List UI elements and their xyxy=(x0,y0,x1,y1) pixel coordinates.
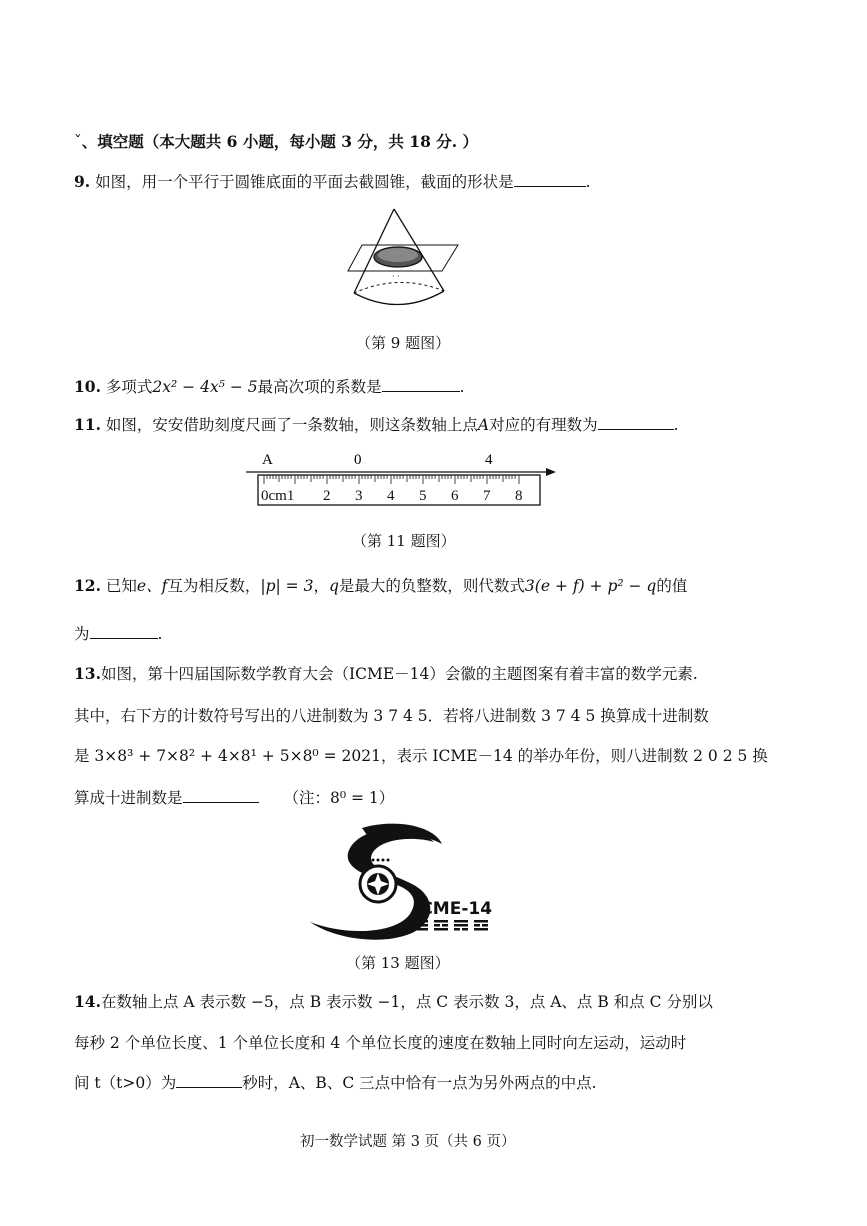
question-number: 12. xyxy=(74,576,101,595)
page-footer: 初一数学试题 第 3 页（共 6 页） xyxy=(300,1134,516,1150)
absolute-value-expression: |p| = 3 xyxy=(260,577,314,595)
note: （注：8⁰ = 1） xyxy=(283,789,395,807)
ruler-label-0cm1: 0cm1 xyxy=(261,488,295,504)
question-number: 10. xyxy=(74,377,101,396)
ruler-label-4: 4 xyxy=(387,488,395,504)
question-12: 12. 已知e、f互为相反数，|p| = 3，q是最大的负整数，则代数式3(e + f) + p² − q的值 xyxy=(74,576,688,595)
figure-caption-13: （第 13 题图） xyxy=(346,954,450,972)
section-title: ˇ、填空题（本大题共 6 小题，每小题 3 分，共 18 分. ） xyxy=(74,132,479,151)
question-10: 10. 多项式2x² − 4x⁵ − 5最高次项的系数是 . xyxy=(74,377,465,396)
section-mark: ˇ xyxy=(74,133,82,151)
figure-caption-9: （第 9 题图） xyxy=(356,334,451,352)
answer-blank[interactable] xyxy=(382,377,460,392)
ruler-ticks xyxy=(264,475,519,484)
question-14-line-3: 间 t（t>0）为 秒时，A、B、C 三点中恰有一点为另外两点的中点. xyxy=(74,1074,597,1092)
axis-label-a: A xyxy=(262,452,273,468)
question-number: 14. xyxy=(74,992,101,1011)
octal-conversion-expression: 是 3×8³ + 7×8² + 4×8¹ + 5×8⁰ = 2021 xyxy=(74,747,381,765)
ruler-label-8: 8 xyxy=(515,488,523,504)
question-11: 11. 如图，安安借助刻度尺画了一条数轴，则这条数轴上点A对应的有理数为 . xyxy=(74,415,679,434)
question-text: 如图，用一个平行于圆锥底面的平面去截圆锥，截面的形状是 xyxy=(95,173,514,191)
question-13-line-3: 是 3×8³ + 7×8² + 4×8¹ + 5×8⁰ = 2021，表示 ICME－14 的举办年份，则八进制数 2 0 2 5 换 xyxy=(74,747,768,765)
ruler-label-5: 5 xyxy=(419,488,427,504)
ruler-label-2: 2 xyxy=(323,488,331,504)
question-14: 14.在数轴上点 A 表示数 −5，点 B 表示数 −1，点 C 表示数 3，点 A、点 B 和点 C 分别以 xyxy=(74,992,713,1011)
svg-text:· ·: · · xyxy=(392,272,400,281)
question-number: 13. xyxy=(74,664,101,683)
question-number: 11. xyxy=(74,415,101,434)
question-13-line-2: 其中，右下方的计数符号写出的八进制数为 3 7 4 5．若将八进制数 3 7 4 5 换算成十进制数 xyxy=(74,707,709,725)
answer-blank[interactable] xyxy=(183,788,259,803)
algebraic-expression: 3(e + f) + p² − q xyxy=(524,577,657,595)
answer-blank[interactable] xyxy=(598,415,674,430)
answer-blank[interactable] xyxy=(514,172,586,187)
question-13: 13.如图，第十四届国际数学教育大会（ICME－14）会徽的主题图案有着丰富的数学元素. xyxy=(74,664,698,683)
ruler-label-7: 7 xyxy=(483,488,491,504)
logo-text: ICME-14 xyxy=(414,899,493,919)
polynomial-expression: 2x² − 4x⁵ − 5 xyxy=(152,378,258,396)
ruler-label-6: 6 xyxy=(451,488,459,504)
answer-blank[interactable] xyxy=(90,624,158,639)
ruler-number-line-figure xyxy=(240,444,560,512)
question-13-line-4: 算成十进制数是 （注：8⁰ = 1） xyxy=(74,789,395,807)
icme-14-logo xyxy=(306,822,518,942)
axis-label-four: 4 xyxy=(485,452,493,468)
ruler-label-3: 3 xyxy=(355,488,363,504)
question-number: 9. xyxy=(74,172,91,191)
cone-figure xyxy=(340,205,460,315)
axis-label-zero: 0 xyxy=(354,452,362,468)
answer-blank[interactable] xyxy=(176,1073,242,1088)
question-9: 9. 如图，用一个平行于圆锥底面的平面去截圆锥，截面的形状是 . xyxy=(74,172,591,191)
question-12-line-2: 为 . xyxy=(74,625,163,643)
figure-caption-11: （第 11 题图） xyxy=(352,532,456,550)
question-14-line-2: 每秒 2 个单位长度、1 个单位长度和 4 个单位长度的速度在数轴上同时向左运动，运动时 xyxy=(74,1034,687,1052)
